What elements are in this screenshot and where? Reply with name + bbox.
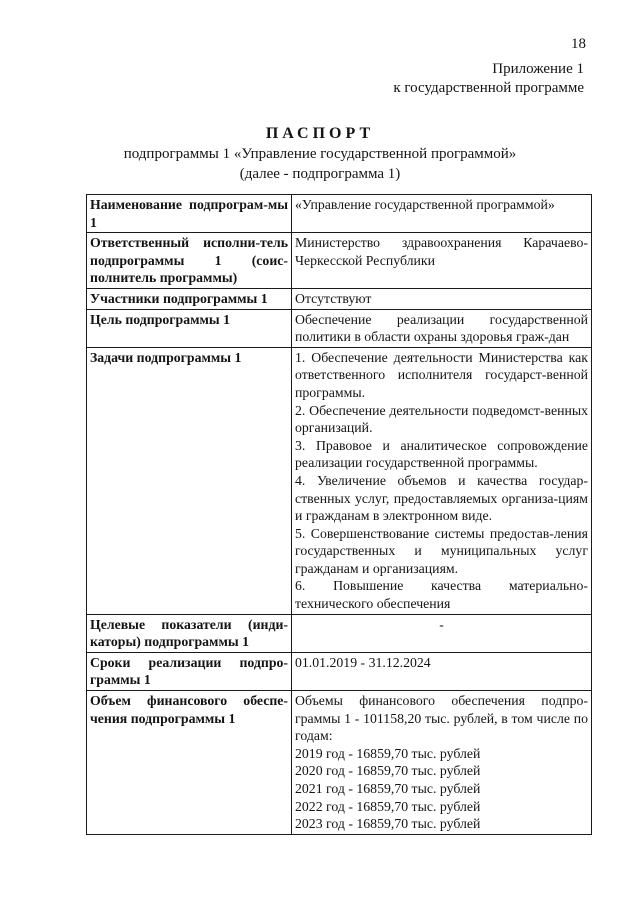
page-number: 18 [571,36,586,52]
passport-table [86,194,592,835]
appendix-line-2: к государственной программе [393,80,584,96]
task-item: 3. Правовое и аналитическое сопровождение реализации государственной программы. [295,437,588,471]
title-block [0,125,640,183]
row-label: Целевые показатели (инди-каторы) подпрограммы 1 [87,614,292,652]
task-item: 2. Обеспечение деятельности подведомст-венных организаций. [295,402,588,436]
row-value: Обеспечение реализации государственной политики в области охраны здоровья граж-дан [292,309,592,347]
table-row-funding [87,691,592,835]
funding-year: 2020 год - 16859,70 тыс. рублей [295,763,481,779]
row-value: Отсутствуют [292,288,592,309]
subtitle-line-1: подпрограммы 1 «Управление государственной программой» [123,146,517,162]
appendix-note [393,60,584,98]
row-value: «Управление государственной программой» [292,195,592,233]
table-row-executor [87,233,592,289]
page-title: ПАСПОРТ [265,125,375,142]
row-value: Министерство здравоохранения Карачаево-Черкесской Республики [292,233,592,289]
row-value: 01.01.2019 - 31.12.2024 [292,652,592,690]
table-row-participants [87,288,592,309]
task-item: 5. Совершенствование системы предостав-ления государственных и муниципальных услуг гражданам и организациям. [295,525,588,576]
funding-year: 2021 год - 16859,70 тыс. рублей [295,781,481,796]
table-row-indicators [87,614,592,652]
row-label: Сроки реализации подпро-граммы 1 [87,652,292,690]
table-row-terms [87,652,592,690]
row-value: - [292,614,592,652]
task-item: 4. Увеличение объемов и качества государ-ственных услуг, предоставляемых организа-циям и гражданам в электронном виде. [295,472,588,524]
table-row-tasks [87,347,592,614]
table-row-goal [87,309,592,347]
funding-intro: Объемы финансового обеспечения подпро-граммы 1 - 101158,20 тыс. рублей, в том числе по годам: [295,693,588,744]
funding-year: 2023 год - 16859,70 тыс. рублей [295,816,481,832]
row-label: Задачи подпрограммы 1 [87,347,292,614]
row-label: Цель подпрограммы 1 [87,309,292,347]
subtitle-line-2: (далее - подпрограмма 1) [239,166,401,182]
funding-year: 2019 год - 16859,70 тыс. рублей [295,745,481,761]
funding-year: 2022 год - 16859,70 тыс. рублей [295,798,481,814]
row-value [292,691,592,835]
task-item: 1. Обеспечение деятельности Министерства как ответственного исполнителя государст-венной программы. [295,349,588,400]
row-label: Объем финансового обеспе-чения подпрограммы 1 [87,691,292,835]
appendix-line-1: Приложение 1 [492,61,584,77]
table-row-name [87,195,592,233]
row-value [292,347,592,614]
task-item: 6. Повышение качества материально-технического обеспечения [295,578,588,612]
row-label: Ответственный исполни-тель подпрограммы 1 (соис-полнитель программы) [87,233,292,289]
row-label: Наименование подпрограм-мы 1 [87,195,292,233]
row-label: Участники подпрограммы 1 [87,288,292,309]
